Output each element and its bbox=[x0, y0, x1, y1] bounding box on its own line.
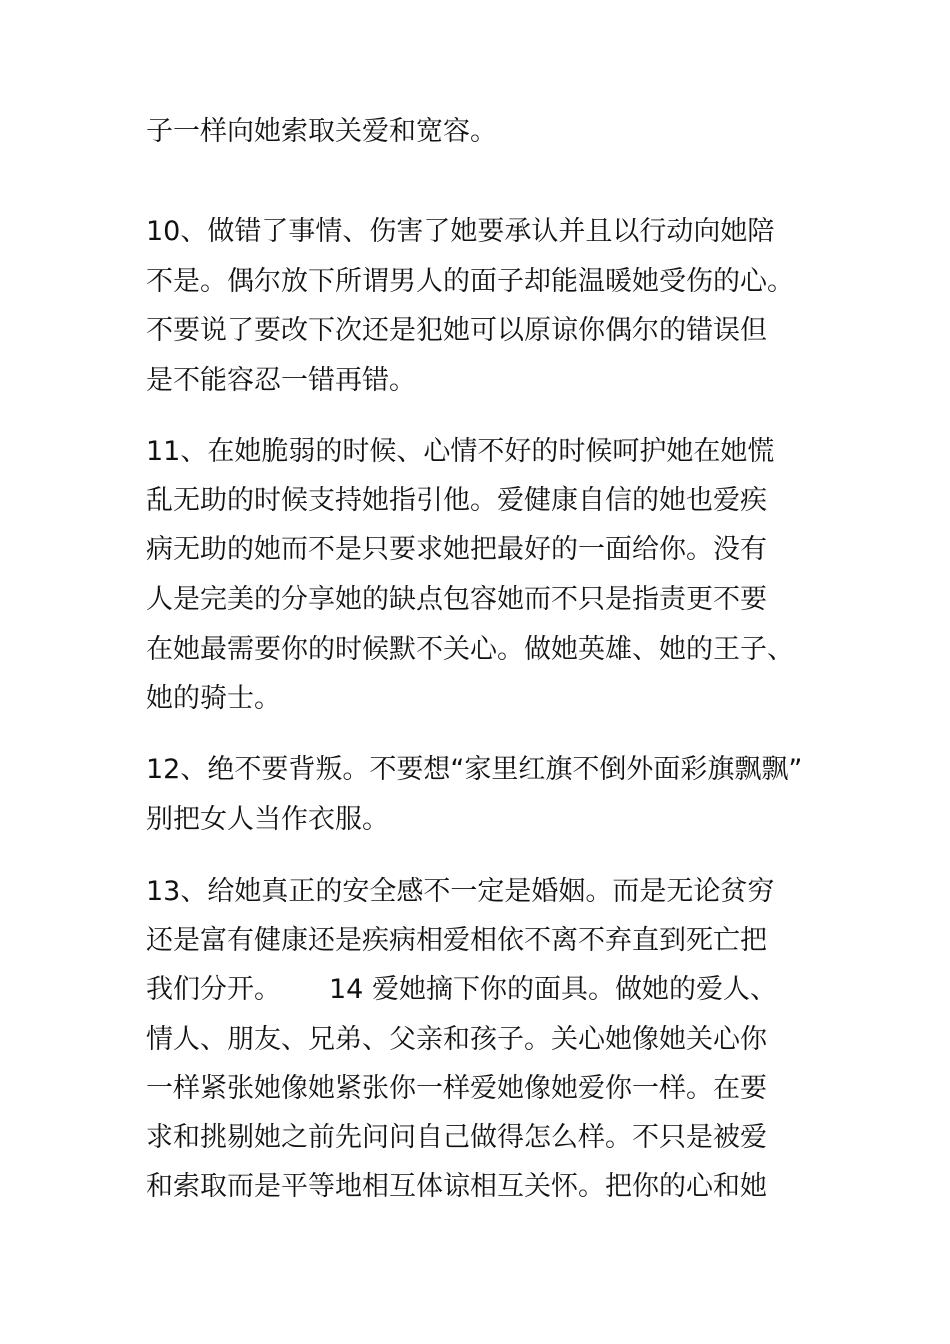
text-line: 人是完美的分享她的缺点包容她而不只是指责更不要 bbox=[146, 584, 767, 615]
text-line: 11、在她脆弱的时候、心情不好的时候呵护她在她慌 bbox=[146, 436, 775, 467]
text-line: 是不能容忍一错再错。 bbox=[146, 365, 416, 396]
text-line bbox=[146, 970, 826, 1010]
text-line: 情人、朋友、兄弟、父亲和孩子。关心她像她关心你 bbox=[146, 1024, 767, 1055]
text-line: 和索取而是平等地相互体谅相互关怀。把你的心和她 bbox=[146, 1171, 767, 1202]
text-line: 求和挑剔她之前先问问自己做得怎么样。不只是被爱 bbox=[146, 1122, 767, 1153]
text-line: 别把女人当作衣服。 bbox=[146, 804, 389, 835]
text-segment: 我们分开。 bbox=[146, 974, 281, 1005]
text-line: 不是。偶尔放下所谓男人的面子却能温暖她受伤的心。 bbox=[146, 266, 794, 297]
text-line: 12、绝不要背叛。不要想“家里红旗不倒外面彩旗飘飘” bbox=[146, 754, 803, 785]
text-line: 不要说了要改下次还是犯她可以原谅你偶尔的错误但 bbox=[146, 315, 767, 346]
text-line: 病无助的她而不是只要求她把最好的一面给你。没有 bbox=[146, 534, 767, 565]
text-line: 13、给她真正的安全感不一定是婚姻。而是无论贫穷 bbox=[146, 876, 775, 907]
text-line: 10、做错了事情、伤害了她要承认并且以行动向她陪 bbox=[146, 216, 775, 247]
text-line: 还是富有健康还是疾病相爱相依不离不弃直到死亡把 bbox=[146, 925, 767, 956]
text-segment: 14 爱她摘下你的面具。做她的爱人、 bbox=[329, 974, 777, 1005]
text-line: 子一样向她索取关爱和宽容。 bbox=[146, 116, 497, 147]
text-line: 她的骑士。 bbox=[146, 683, 281, 714]
text-line: 乱无助的时候支持她指引他。爱健康自信的她也爱疾 bbox=[146, 485, 767, 516]
text-line: 在她最需要你的时候默不关心。做她英雄、她的王子、 bbox=[146, 634, 794, 665]
text-line: 一样紧张她像她紧张你一样爱她像她爱你一样。在要 bbox=[146, 1073, 767, 1104]
